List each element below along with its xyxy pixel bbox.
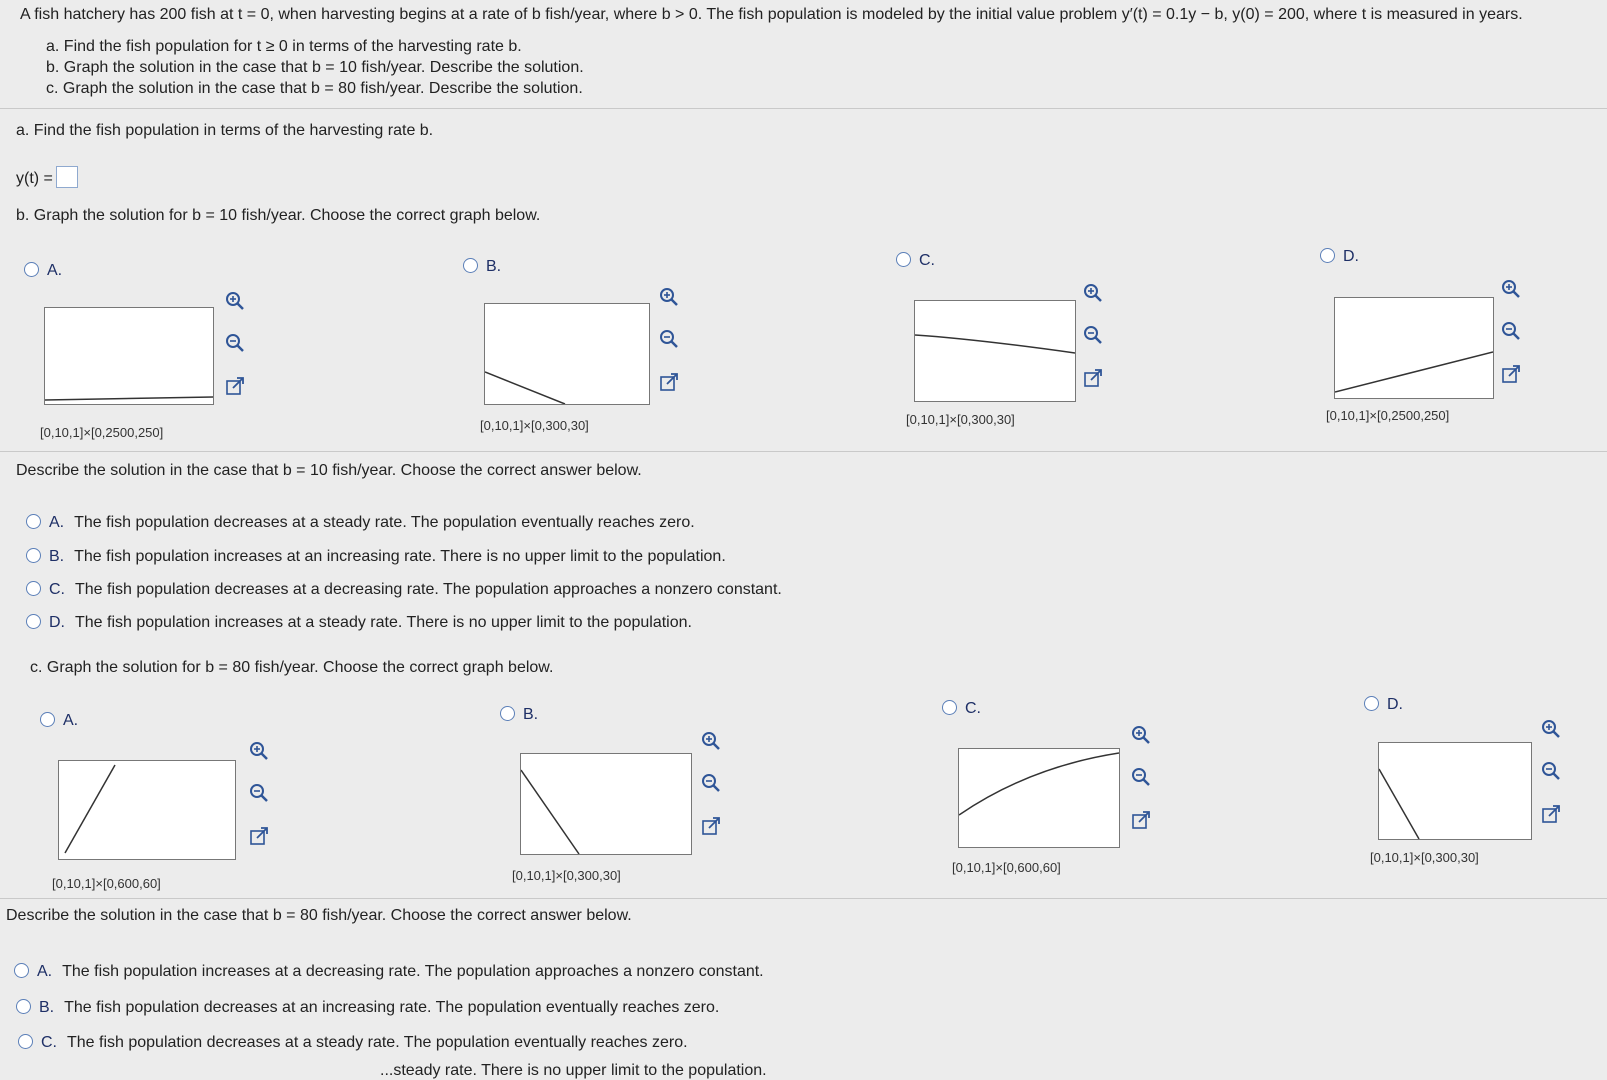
radio-button[interactable] xyxy=(18,1034,33,1049)
graph-option-a[interactable]: A. xyxy=(40,712,78,730)
zoom-in-icon[interactable] xyxy=(1082,282,1104,304)
graph-plot xyxy=(958,748,1120,848)
popout-icon[interactable] xyxy=(658,372,680,394)
popout-icon[interactable] xyxy=(1500,364,1522,386)
zoom-in-icon[interactable] xyxy=(1130,724,1152,746)
answer-input[interactable] xyxy=(56,166,78,188)
problem-part-c: c. Graph the solution in the case that b = 80 fish/year. Describe the solution. xyxy=(46,80,583,97)
zoom-in-icon[interactable] xyxy=(1500,278,1522,300)
problem-intro: A fish hatchery has 200 fish at t = 0, when harvesting begins at a rate of b fish/year, where b > 0. The fish population is modeled by the initial value problem y′(t) = 0.1y − b, y(0) = 200, where t is measured in years. xyxy=(20,6,1523,23)
graph-plot xyxy=(1334,297,1494,399)
part-b-prompt: b. Graph the solution for b = 10 fish/year. Choose the correct graph below. xyxy=(16,207,541,224)
popout-icon[interactable] xyxy=(248,826,270,848)
describe-option-c[interactable]: C. The fish population decreases at a decreasing rate. The population approaches a nonzero constant. xyxy=(26,581,782,599)
radio-button[interactable] xyxy=(1364,696,1379,711)
divider xyxy=(0,451,1607,452)
part-c-prompt: c. Graph the solution for b = 80 fish/year. Choose the correct graph below. xyxy=(30,659,554,676)
graph-range: [0,10,1]×[0,300,30] xyxy=(480,418,589,433)
graph-option-d[interactable]: D. xyxy=(1364,696,1403,714)
zoom-out-icon[interactable] xyxy=(1500,320,1522,342)
radio-button[interactable] xyxy=(24,262,39,277)
graph-option-c[interactable]: C. xyxy=(896,252,935,270)
graph-plot xyxy=(520,753,692,855)
zoom-out-icon[interactable] xyxy=(1540,760,1562,782)
popout-icon[interactable] xyxy=(1082,368,1104,390)
zoom-in-icon[interactable] xyxy=(700,730,722,752)
graph-option-c[interactable]: C. xyxy=(942,700,981,718)
part-b-describe-prompt: Describe the solution in the case that b = 10 fish/year. Choose the correct answer below. xyxy=(16,462,642,479)
zoom-in-icon[interactable] xyxy=(1540,718,1562,740)
graph-option-d[interactable]: D. xyxy=(1320,248,1359,266)
graph-plot xyxy=(914,300,1076,402)
graph-plot xyxy=(44,307,214,405)
radio-button[interactable] xyxy=(500,706,515,721)
graph-range: [0,10,1]×[0,2500,250] xyxy=(40,425,164,440)
popout-icon[interactable] xyxy=(224,376,246,398)
radio-button[interactable] xyxy=(896,252,911,267)
popout-icon[interactable] xyxy=(700,816,722,838)
graph-plot xyxy=(1378,742,1532,840)
graph-plot xyxy=(484,303,650,405)
zoom-out-icon[interactable] xyxy=(658,328,680,350)
zoom-out-icon[interactable] xyxy=(248,782,270,804)
part-c-describe-prompt: Describe the solution in the case that b = 80 fish/year. Choose the correct answer below. xyxy=(6,907,632,924)
zoom-out-icon[interactable] xyxy=(1130,766,1152,788)
zoom-out-icon[interactable] xyxy=(1082,324,1104,346)
radio-button[interactable] xyxy=(26,514,41,529)
radio-button[interactable] xyxy=(26,548,41,563)
zoom-in-icon[interactable] xyxy=(248,740,270,762)
zoom-out-icon[interactable] xyxy=(700,772,722,794)
graph-range: [0,10,1]×[0,600,60] xyxy=(952,860,1061,875)
zoom-in-icon[interactable] xyxy=(658,286,680,308)
radio-button[interactable] xyxy=(26,581,41,596)
radio-button[interactable] xyxy=(942,700,957,715)
describe-option-a[interactable]: A. The fish population increases at a decreasing rate. The population approaches a nonzero constant. xyxy=(14,963,764,981)
radio-button[interactable] xyxy=(40,712,55,727)
graph-option-b[interactable]: B. xyxy=(500,706,538,724)
radio-button[interactable] xyxy=(14,963,29,978)
describe-option-c[interactable]: C. The fish population decreases at a steady rate. The population eventually reaches zero. xyxy=(18,1034,688,1052)
zoom-in-icon[interactable] xyxy=(224,290,246,312)
describe-option-b[interactable]: B. The fish population increases at an increasing rate. There is no upper limit to the population. xyxy=(26,548,726,566)
graph-option-a[interactable]: A. xyxy=(24,262,62,280)
describe-option-d[interactable]: ...steady rate. There is no upper limit to the population. xyxy=(380,1062,767,1079)
graph-range: [0,10,1]×[0,2500,250] xyxy=(1326,408,1450,423)
divider xyxy=(0,108,1607,109)
graph-range: [0,10,1]×[0,300,30] xyxy=(512,868,621,883)
graph-option-b[interactable]: B. xyxy=(463,258,501,276)
graph-range: [0,10,1]×[0,600,60] xyxy=(52,876,161,891)
radio-button[interactable] xyxy=(463,258,478,273)
radio-button[interactable] xyxy=(26,614,41,629)
answer-row xyxy=(16,166,78,188)
radio-button[interactable] xyxy=(16,999,31,1014)
answer-label: y(t) = xyxy=(16,170,53,187)
graph-range: [0,10,1]×[0,300,30] xyxy=(1370,850,1479,865)
zoom-out-icon[interactable] xyxy=(224,332,246,354)
popout-icon[interactable] xyxy=(1540,804,1562,826)
popout-icon[interactable] xyxy=(1130,810,1152,832)
describe-option-a[interactable]: A. The fish population decreases at a steady rate. The population eventually reaches zero. xyxy=(26,514,695,532)
part-a-prompt: a. Find the fish population in terms of the harvesting rate b. xyxy=(16,122,434,139)
describe-option-d[interactable]: D. The fish population increases at a steady rate. There is no upper limit to the population. xyxy=(26,614,692,632)
graph-plot xyxy=(58,760,236,860)
divider xyxy=(0,898,1607,899)
radio-button[interactable] xyxy=(1320,248,1335,263)
describe-option-b[interactable]: B. The fish population decreases at an increasing rate. The population eventually reaches zero. xyxy=(16,999,719,1017)
problem-part-b: b. Graph the solution in the case that b = 10 fish/year. Describe the solution. xyxy=(46,59,584,76)
problem-part-a: a. Find the fish population for t ≥ 0 in terms of the harvesting rate b. xyxy=(46,38,522,55)
graph-range: [0,10,1]×[0,300,30] xyxy=(906,412,1015,427)
